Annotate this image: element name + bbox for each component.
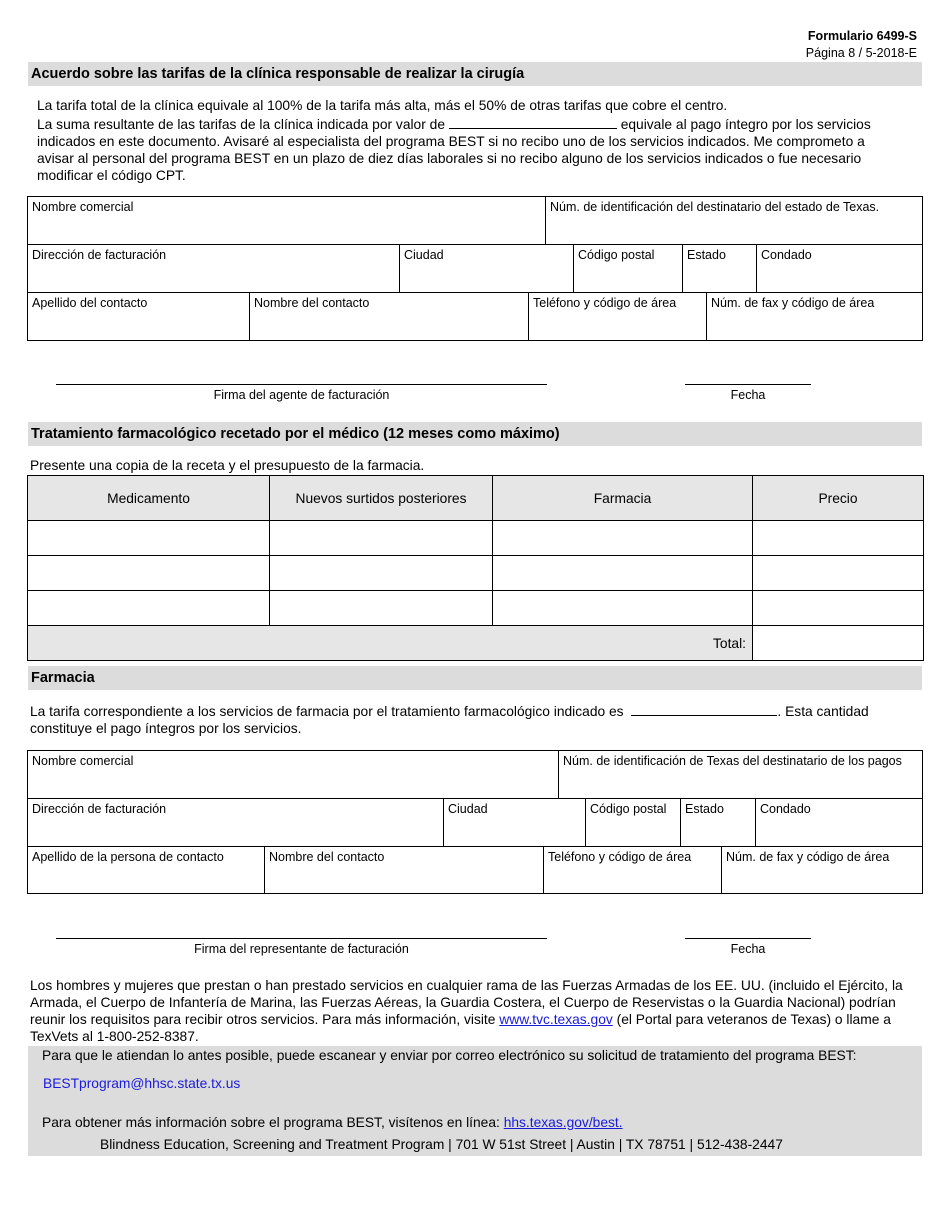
refills-cell[interactable] — [270, 521, 493, 556]
footer-address: Blindness Education, Screening and Treatment Program | 701 W 51st Street | Austin | TX 78751 | 512-438-2447 — [100, 1137, 783, 1152]
clinic-phone-field[interactable]: Teléfono y código de área — [528, 292, 707, 340]
clinic-section-title: Acuerdo sobre las tarifas de la clínica responsable de realizar la cirugía — [28, 62, 922, 86]
pharmacy-billing-address-field[interactable]: Dirección de facturación — [28, 798, 444, 846]
clinic-date-line[interactable] — [685, 384, 811, 385]
clinic-date-label: Fecha — [730, 388, 766, 402]
footer-scan-text: Para que le atiendan lo antes posible, puede escanear y enviar por correo electrónico su solicitud de tratamiento del programa BEST: — [42, 1048, 857, 1063]
tvc-link[interactable]: www.tvc.texas.gov — [499, 1012, 613, 1027]
price-cell[interactable] — [753, 591, 924, 626]
medication-table — [27, 475, 924, 661]
medication-cell[interactable] — [28, 521, 270, 556]
best-website-link[interactable]: hhs.texas.gov/best. — [503, 1115, 623, 1130]
pharmacy-county-field[interactable]: Condado — [755, 798, 922, 846]
price-cell[interactable] — [753, 556, 924, 591]
clinic-signature-label: Firma del agente de facturación — [213, 388, 390, 402]
refills-cell[interactable] — [270, 556, 493, 591]
clinic-tx-id-field[interactable]: Núm. de identificación del destinatario del estado de Texas. — [545, 197, 922, 245]
col-medication: Medicamento — [28, 476, 270, 521]
pharmacy-signature-label: Firma del representante de facturación — [194, 942, 409, 956]
clinic-contact-first-field[interactable]: Nombre del contacto — [249, 292, 529, 340]
medication-instruction: Presente una copia de la receta y el presupuesto de la farmacia. — [30, 458, 425, 473]
total-row — [28, 626, 924, 661]
pharmacy-phone-field[interactable]: Teléfono y código de área — [543, 846, 722, 894]
clinic-county-field[interactable]: Condado — [756, 244, 922, 292]
pharmacy-fax-field[interactable]: Núm. de fax y código de área — [721, 846, 922, 894]
clinic-fax-field[interactable]: Núm. de fax y código de área — [706, 292, 922, 340]
pharmacy-contact-first-field[interactable]: Nombre del contacto — [264, 846, 544, 894]
col-pharmacy: Farmacia — [493, 476, 753, 521]
clinic-state-field[interactable]: Estado — [682, 244, 757, 292]
pharmacy-section-title: Farmacia — [28, 666, 922, 690]
pharmacy-fee-text: La tarifa correspondiente a los servicios de farmacia por el tratamiento farmacológico indicado es . Esta cantidad constituye el pago íntegros por los servicios. — [30, 701, 920, 737]
footer-info-text: Para obtener más información sobre el programa BEST, visítenos en línea: hhs.texas.gov/best. — [42, 1115, 623, 1130]
form-identifier — [806, 28, 917, 62]
medication-cell[interactable] — [28, 556, 270, 591]
clinic-business-name-field[interactable]: Nombre comercial — [32, 200, 134, 214]
pharmacy-date-label: Fecha — [730, 942, 766, 956]
form-number: Formulario 6499-S — [807, 29, 917, 43]
clinic-agreement-text: La tarifa total de la clínica equivale al 100% de la tarifa más alta, más el 50% de otras tarifas que cobre el centro. La suma resultante de las tarifas de la clínica indicada por valor de equivale al pago íntegro por los servicios indicados en este documento. Avisaré al especialista del programa BEST si no recibo uno de los servicios indicados. Me comprometo a avisar al personal del programa BEST en un plazo de diez días laborales si no recibo alguno de los servicios indicados o fue necesario modificar el código CPT. — [37, 98, 871, 183]
clinic-contact-last-field[interactable]: Apellido del contacto — [28, 292, 250, 340]
clinic-zip-field[interactable]: Código postal — [573, 244, 683, 292]
total-label: Total: — [28, 626, 753, 661]
pharmacy-contact-last-field[interactable]: Apellido de la persona de contacto — [28, 846, 265, 894]
table-row — [28, 591, 924, 626]
pharmacy-state-field[interactable]: Estado — [680, 798, 756, 846]
pharmacy-cell[interactable] — [493, 591, 753, 626]
table-row — [28, 556, 924, 591]
medication-section-title: Tratamiento farmacológico recetado por el médico (12 meses como máximo) — [28, 422, 922, 446]
refills-cell[interactable] — [270, 591, 493, 626]
pharmacy-business-name-field[interactable]: Nombre comercial — [32, 754, 134, 768]
pharmacy-tx-id-field[interactable]: Núm. de identificación de Texas del destinatario de los pagos — [558, 751, 922, 799]
medication-cell[interactable] — [28, 591, 270, 626]
table-row — [28, 521, 924, 556]
clinic-city-field[interactable]: Ciudad — [399, 244, 574, 292]
pharmacy-cell[interactable] — [493, 556, 753, 591]
medication-table-header — [28, 476, 924, 521]
footer-email[interactable]: BESTprogram@hhsc.state.tx.us — [43, 1076, 241, 1091]
clinic-billing-address-field[interactable]: Dirección de facturación — [28, 244, 400, 292]
pharmacy-cell[interactable] — [493, 521, 753, 556]
col-price: Precio — [753, 476, 924, 521]
veterans-notice: Los hombres y mujeres que prestan o han prestado servicios en cualquier rama de las Fuerzas Armadas de los EE. UU. (incluido el Ejército, la Armada, el Cuerpo de Infantería de Marina, las Fuerzas Aéreas, la Guardia Costera, el Cuerpo de Reservistas o la Guardia Nacional) podrían reunir los requisitos para recibir otros servicios. Para más información, visite www.tvc.texas.gov (el Portal para veteranos de Texas) o llame a TexVets al 1-800-252-8387. — [30, 978, 903, 1044]
clinic-signature-line[interactable] — [56, 384, 547, 385]
total-amount-cell[interactable] — [753, 626, 924, 661]
col-refills: Nuevos surtidos posteriores — [270, 476, 493, 521]
page-info: Página 8 / 5-2018-E — [805, 46, 917, 60]
pharmacy-zip-field[interactable]: Código postal — [585, 798, 681, 846]
pharmacy-signature-line[interactable] — [56, 938, 547, 939]
pharmacy-fee-amount-blank[interactable] — [631, 701, 777, 716]
price-cell[interactable] — [753, 521, 924, 556]
pharmacy-date-line[interactable] — [685, 938, 811, 939]
clinic-info-grid — [27, 196, 923, 341]
pharmacy-info-grid — [27, 750, 923, 894]
pharmacy-city-field[interactable]: Ciudad — [443, 798, 586, 846]
clinic-fee-amount-blank[interactable] — [449, 114, 617, 129]
